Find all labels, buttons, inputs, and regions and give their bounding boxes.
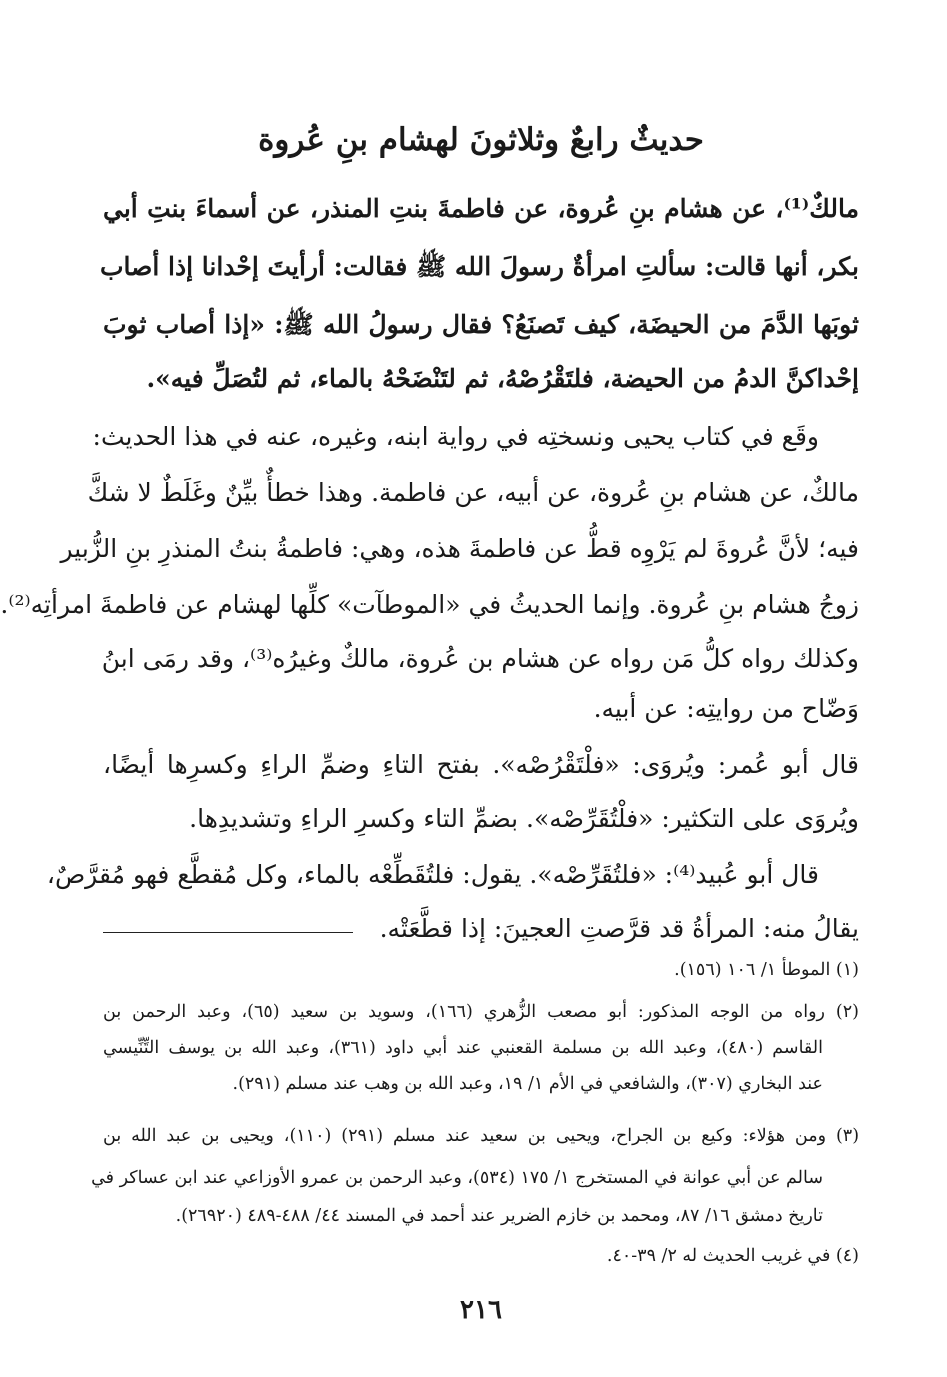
body-line: فيه؛ لأنَّ عُروةَ لم يَرْوِه قطُّ عن فاطمةَ هذه، وهي: فاطمةُ بنتُ المنذرِ بنِ الزُّبير [60,534,859,563]
body-line: مالكٌ⁽¹⁾، عن هشام بنِ عُروة، عن فاطمةَ بنتِ المنذر، عن أسماءَ بنتِ أبي [103,194,859,223]
footnote-divider [103,932,353,933]
footnote-line: (١) الموطأ ١/ ١٠٦ (١٥٦). [674,960,859,980]
body-line: إحْداكنَّ الدمُ من الحيضة، فلتَقْرُصْهُ، ثم لتَنْضَحْهُ بالماء، ثم لتُصَلِّ فيه». [146,364,859,393]
footnote-line: تاريخ دمشق ١٦/ ٨٧، ومحمد بن خازم الضرير عند أحمد في المسند ٤٤/ ٤٨٨-٤٨٩ (٢٦٩٢٠). [175,1206,823,1226]
body-line: قال أبو عُمر: ويُروَى: «فلْتَقْرُصْه». بفتح التاءِ وضمِّ الراءِ وكسرِها أيضًا، [103,750,859,779]
footnote-line: سالم عن أبي عوانة في المستخرج ١/ ١٧٥ (٥٣٤)، وعبد الرحمن بن عمرو الأوزاعي عند ابن عساكر في [91,1168,823,1188]
hadith-title: حديثٌ رابعٌ وثلاثونَ لهشام بنِ عُروة [258,122,704,158]
body-line: مالكٌ، عن هشام بنِ عُروة، عن أبيه، عن فاطمة. وهذا خطأٌ بيِّنٌ وغَلَطٌ لا شكَّ [87,478,859,507]
body-line: ثوبَها الدَّمَ من الحيضَة، كيف تَصنَعُ؟ فقال رسولُ الله ﷺ: «إذا أصاب ثوبَ [103,310,859,339]
footnote-line: (٤) في غريب الحديث له ٢/ ٣٩-٤٠. [606,1246,859,1266]
body-line: يقالُ منه: المرأةُ قد قرَّصتِ العجينَ: إذا قطَّعَتْه. [379,914,859,943]
body-line: وَضّاح من روايتِه: عن أبيه. [593,694,859,723]
page-number: ٢١٦ [460,1295,502,1325]
body-line: وكذلك رواه كلُّ مَن رواه عن هشام بن عُروة، مالكٌ وغيرُه⁽³⁾، وقد رمَى ابنُ [101,644,859,673]
body-line: زوجُ هشام بنِ عُروة. وإنما الحديثُ في «الموطآت» كلِّها لهشام عن فاطمةَ امرأتِه⁽²⁾. [0,590,859,619]
body-line: قال أبو عُبيد⁽⁴⁾: «فلتُقَرِّصْه». يقول: فلتُقَطِّعْه بالماء، وكل مُقطَّع فهو مُقرَّصٌ، [46,860,819,889]
footnote-line: القاسم (٤٨٠)، وعبد الله بن مسلمة القعنبي عند أبي داود (٣٦١)، وعبد الله بن يوسف التِّنِّيسي [103,1038,823,1058]
footnote-line: (٢) رواه من الوجه المذكور: أبو مصعب الزُّهري (١٦٦)، وسويد بن سعيد (٦٥)، وعبد الرحمن بن [103,1002,859,1022]
footnote-line: (٣) ومن هؤلاء: وكيع بن الجراح، ويحيى بن سعيد عند مسلم (٢٩١) (١١٠)، ويحيى بن عبد الله بن [103,1126,860,1146]
body-line: وقَع في كتاب يحيى ونسختِه في رواية ابنه، وغيره، عنه في هذا الحديث: [92,422,819,451]
body-line: ويُروَى على التكثير: «فلْتُقَرِّصْه». بضمِّ التاء وكسرِ الراءِ وتشديدِها. [189,804,859,833]
footnote-line: عند البخاري (٣٠٧)، والشافعي في الأم ١/ ١٩، وعبد الله بن وهب عند مسلم (٢٩١). [232,1074,823,1094]
body-line: بكر، أنها قالت: سألتِ امرأةٌ رسولَ الله ﷺ فقالت: أرأيتَ إحْدانا إذا أصاب [100,252,859,281]
